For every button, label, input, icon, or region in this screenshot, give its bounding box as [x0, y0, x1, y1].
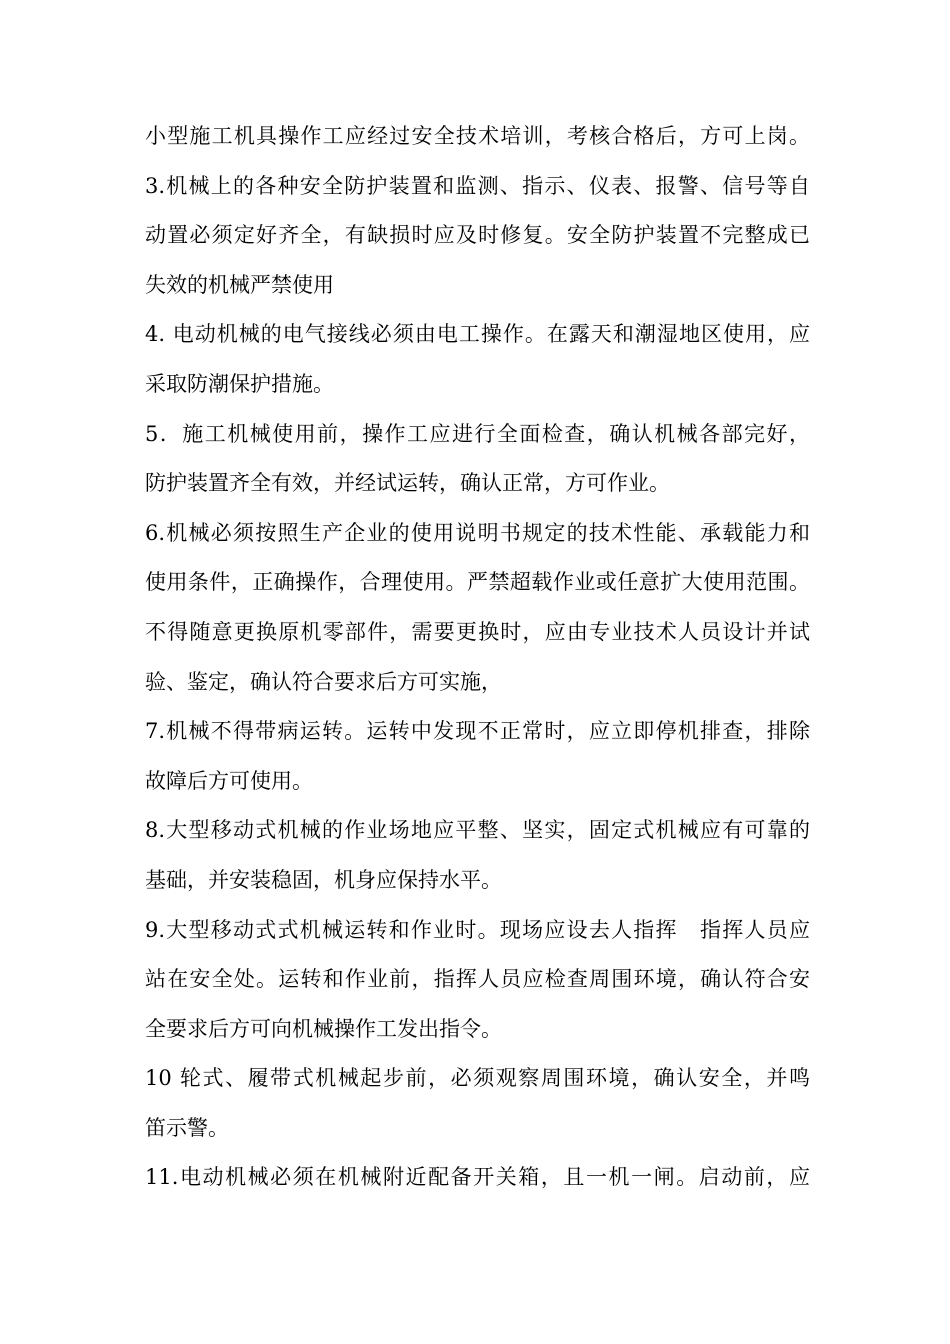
text-line: 站在安全处。运转和作业前，指挥人员应检查周围环境，确认符合安 — [145, 967, 810, 992]
text-line: 采取防潮保护措施。 — [145, 371, 334, 396]
text-line: 9.大型移动式式机械运转和作业时。现场应设去人指挥 指挥人员应 — [145, 917, 810, 942]
text-line: 动置必须定好齐全，有缺损时应及时修复。安全防护装置不完整成已 — [145, 223, 810, 248]
text-line: 故障后方可使用。 — [145, 768, 313, 793]
text-line: 6.机械必须按照生产企业的使用说明书规定的技术性能、承载能力和 — [145, 520, 810, 545]
text-line: 10 轮式、履带式机械起步前，必须观察周围环境，确认安全，并鸣 — [145, 1066, 810, 1091]
text-line: 全要求后方可向机械操作工发出指令。 — [145, 1016, 502, 1041]
text-line: 小型施工机具操作工应经过安全技术培训，考核合格后，方可上岗。 — [145, 124, 810, 148]
text-line: 3.机械上的各种安全防护装置和监测、指示、仪表、报警、信号等自 — [145, 173, 810, 198]
text-line: 笛示警。 — [145, 1115, 229, 1140]
text-line: 11.电动机械必须在机械附近配备开关箱，且一机一闸。启动前，应 — [145, 1165, 810, 1190]
text-line: 4. 电动机械的电气接线必须由电工操作。在露天和潮湿地区使用，应 — [145, 322, 810, 347]
text-line: 基础，并安装稳固，机身应保持水平。 — [145, 867, 502, 892]
text-line: 7.机械不得带病运转。运转中发现不正常时，应立即停机排查，排除 — [145, 719, 810, 744]
text-line: 不得随意更换原机零部件，需要更换时，应由专业技术人员设计并试 — [145, 619, 810, 644]
text-line: 5．施工机械使用前，操作工应进行全面检查，确认机械各部完好， — [145, 421, 810, 446]
text-line: 8.大型移动式机械的作业场地应平整、坚实，固定式机械应有可靠的 — [145, 818, 810, 843]
document-body — [145, 112, 810, 1203]
text-line: 失效的机械严禁使用 — [145, 272, 334, 297]
text-line: 防护装置齐全有效，并经试运转，确认正常，方可作业。 — [145, 471, 670, 496]
text-line: 验、鉴定，确认符合要求后方可实施， — [145, 669, 502, 694]
text-line: 使用条件，正确操作，合理使用。严禁超载作业或任意扩大使用范围。 — [145, 570, 810, 595]
